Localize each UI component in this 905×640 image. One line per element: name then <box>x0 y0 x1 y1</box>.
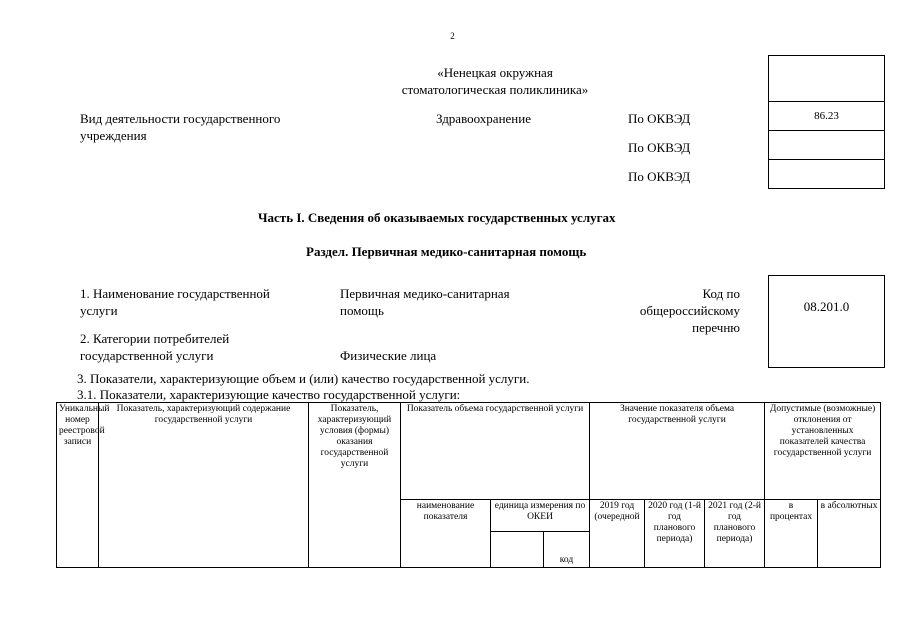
activity-value: Здравоохранение <box>436 111 531 126</box>
service-name-value-line1: Первичная медико-санитарная <box>340 286 510 301</box>
subheader-indicator-name: наименование показателя <box>401 500 491 568</box>
activity-label-line2: учреждения <box>80 128 147 143</box>
code-box-top <box>768 55 885 102</box>
quality-table <box>56 402 881 568</box>
subheader-absolute: в абсолютных <box>818 500 881 568</box>
service-name-label-line2: услуги <box>80 303 118 318</box>
activity-label <box>80 110 280 144</box>
okved-code-3 <box>768 159 885 189</box>
subheader-year-2020: 2020 год (1-й год планового периода) <box>645 500 705 568</box>
okved-label-3: По ОКВЭД <box>628 169 691 184</box>
service-code-label-line2: общероссийскому <box>639 303 740 318</box>
header-unique-number: Уникальный номер реестровой записи <box>57 403 99 568</box>
consumers-label-line2: государственной услуги <box>80 348 214 363</box>
header-quality-indicator: Показатель объема государственной услуги <box>401 403 590 500</box>
subheader-unit-okei: единица измерения по ОКЕИ <box>491 500 590 532</box>
quality-title: 3.1. Показатели, характеризующие качество государственной услуги: <box>77 387 461 402</box>
activity-label-line1: Вид деятельности государственного <box>80 111 281 126</box>
header-deviation: Допустимые (возможные) отклонения от установленных показателей качества государственной услуги <box>765 403 881 500</box>
okved-label-2: По ОКВЭД <box>628 140 691 155</box>
service-code-label-line1: Код по <box>702 286 740 301</box>
header-conditions-indicator: Показатель, характеризующий условия (формы) оказания государственной услуги <box>309 403 401 568</box>
subheader-year-2021: 2021 год (2-й год планового периода) <box>705 500 765 568</box>
subheader-year-2019: 2019 год (очередной <box>590 500 645 568</box>
page-number: 2 <box>450 31 455 41</box>
okved-code-1: 86.23 <box>768 101 885 131</box>
service-code-box <box>768 275 885 368</box>
consumers-label <box>80 330 229 364</box>
subheader-code: код <box>544 532 590 568</box>
service-name-label <box>80 285 270 319</box>
service-name-value-line2: помощь <box>340 303 384 318</box>
org-name-line2: стоматологическая поликлиника» <box>401 82 589 97</box>
service-code-label <box>600 285 740 336</box>
header-indicator-values: Значение показателя объема государственной услуги <box>590 403 765 500</box>
consumers-value: Физические лица <box>340 348 437 363</box>
service-name-value <box>340 285 510 319</box>
subheader-percent: в процентах <box>765 500 818 568</box>
service-name-label-line1: 1. Наименование государственной <box>80 286 270 301</box>
service-code-label-line3: перечню <box>692 320 740 335</box>
org-name <box>330 64 660 98</box>
subheader-unit-name <box>491 532 544 568</box>
service-code-value: 08.201.0 <box>803 299 850 314</box>
header-content-indicator: Показатель, характеризующий содержание государственной услуги <box>99 403 309 568</box>
okved-label-1: По ОКВЭД <box>628 111 691 126</box>
part-title: Часть I. Сведения об оказываемых государственных услугах <box>258 210 616 225</box>
section-title: Раздел. Первичная медико-санитарная помощь <box>306 244 587 259</box>
indicators-title: 3. Показатели, характеризующие объем и (или) качество государственной услуги. <box>77 371 530 386</box>
okved-code-2 <box>768 130 885 160</box>
consumers-label-line1: 2. Категории потребителей <box>80 331 230 346</box>
org-name-line1: «Ненецкая окружная <box>437 65 553 80</box>
